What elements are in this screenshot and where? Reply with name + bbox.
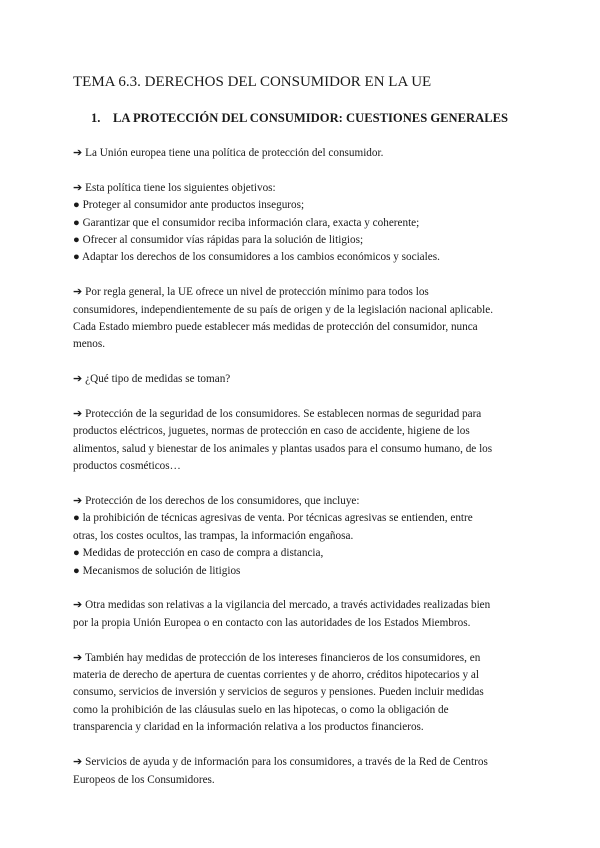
arrow-icon: ➔ — [73, 495, 83, 508]
paragraph — [73, 597, 533, 632]
arrow-icon: ➔ — [73, 651, 83, 664]
paragraph-line: consumo, servicios de inversión y servicios de seguros y pensiones. Pueden incluir medidas — [73, 686, 484, 699]
paragraph — [73, 284, 533, 354]
section-heading-text: LA PROTECCIÓN DEL CONSUMIDOR: CUESTIONES GENERALES — [113, 111, 509, 125]
arrow-icon: ➔ — [73, 373, 83, 386]
list-item: ● Proteger al consumidor ante productos inseguros; — [73, 199, 305, 212]
paragraph-line: Cada Estado miembro puede establecer más medidas de protección del consumidor, nunca — [73, 321, 478, 334]
paragraph-line: productos eléctricos, juguetes, normas de protección en caso de accidente, higiene de los — [73, 425, 470, 438]
paragraph-line: ➔ También hay medidas de protección de los intereses financieros de los consumidores, en — [73, 651, 481, 664]
paragraph-line: consumidores, independientemente de su país de origen y de la legislación nacional aplicable. — [73, 303, 494, 316]
arrow-icon: ➔ — [73, 286, 83, 299]
paragraph-line: transparencia y claridad en la información relativa a los productos financieros. — [73, 721, 424, 734]
bullet-icon: ● — [73, 512, 80, 525]
arrow-icon: ➔ — [73, 599, 83, 612]
paragraph-line: como la prohibición de las cláusulas suelo en las hipotecas, o como la obligación de — [73, 703, 449, 716]
arrow-icon: ➔ — [73, 147, 83, 159]
paragraph — [73, 145, 533, 162]
list-item: ● Mecanismos de solución de litigios — [73, 564, 241, 577]
section-number: 1. — [91, 111, 101, 125]
section-heading — [91, 111, 508, 126]
arrow-icon: ➔ — [73, 756, 83, 769]
paragraph-line: ➔ Esta política tiene los siguientes objetivos: — [73, 181, 276, 194]
paragraph-line: materia de derecho de apertura de cuentas corrientes y de ahorro, créditos hipotecarios y al — [73, 669, 479, 682]
paragraph-line: productos cosméticos… — [73, 460, 181, 473]
paragraph — [73, 406, 533, 476]
list-item-continuation: otras, los costes ocultos, las trampas, la información engañosa. — [73, 529, 354, 542]
bullet-icon: ● — [73, 216, 80, 229]
paragraph-line: menos. — [73, 338, 106, 351]
document-body — [73, 145, 533, 806]
bullet-icon: ● — [73, 234, 80, 247]
document-title: TEMA 6.3. DERECHOS DEL CONSUMIDOR EN LA UE — [73, 74, 432, 90]
list-item: ● Medidas de protección en caso de compra a distancia, — [73, 547, 324, 560]
bullet-icon: ● — [73, 547, 80, 560]
paragraph — [73, 493, 533, 580]
list-item: ● Garantizar que el consumidor reciba información clara, exacta y coherente; — [73, 216, 420, 229]
list-item: ● Ofrecer al consumidor vías rápidas para la solución de litigios; — [73, 234, 364, 247]
bullet-icon: ● — [73, 564, 80, 577]
paragraph-line: alimentos, salud y bienestar de los animales y plantas usados para el consumo humano, de los — [73, 442, 493, 455]
paragraph-line: por la propia Unión Europea o en contacto con las autoridades de los Estados Miembros. — [73, 616, 471, 629]
paragraph — [73, 650, 533, 737]
paragraph — [73, 754, 533, 789]
paragraph-line: ➔ Otra medidas son relativas a la vigilancia del mercado, a través actividades realizadas bien — [73, 599, 491, 612]
paragraph-line: ➔ Protección de la seguridad de los consumidores. Se establecen normas de seguridad para — [73, 408, 482, 421]
list-item: ● la prohibición de técnicas agresivas de venta. Por técnicas agresivas se entienden, entre — [73, 512, 473, 525]
paragraph-line: ➔ ¿Qué tipo de medidas se toman? — [73, 373, 231, 386]
paragraph-line: Europeos de los Consumidores. — [73, 773, 215, 786]
list-item: ● Adaptar los derechos de los consumidores a los cambios económicos y sociales. — [73, 251, 440, 264]
paragraph — [73, 371, 533, 388]
arrow-icon: ➔ — [73, 181, 83, 194]
paragraph-line: ➔ Servicios de ayuda y de información para los consumidores, a través de la Red de Centros — [73, 756, 488, 769]
paragraph-line: ➔ Protección de los derechos de los consumidores, que incluye: — [73, 495, 360, 508]
paragraph — [73, 180, 533, 267]
paragraph-line: ➔ La Unión europea tiene una política de protección del consumidor. — [73, 147, 384, 159]
paragraph-line: ➔ Por regla general, la UE ofrece un nivel de protección mínimo para todos los — [73, 286, 429, 299]
arrow-icon: ➔ — [73, 408, 83, 421]
bullet-icon: ● — [73, 199, 80, 212]
bullet-icon: ● — [73, 251, 80, 264]
